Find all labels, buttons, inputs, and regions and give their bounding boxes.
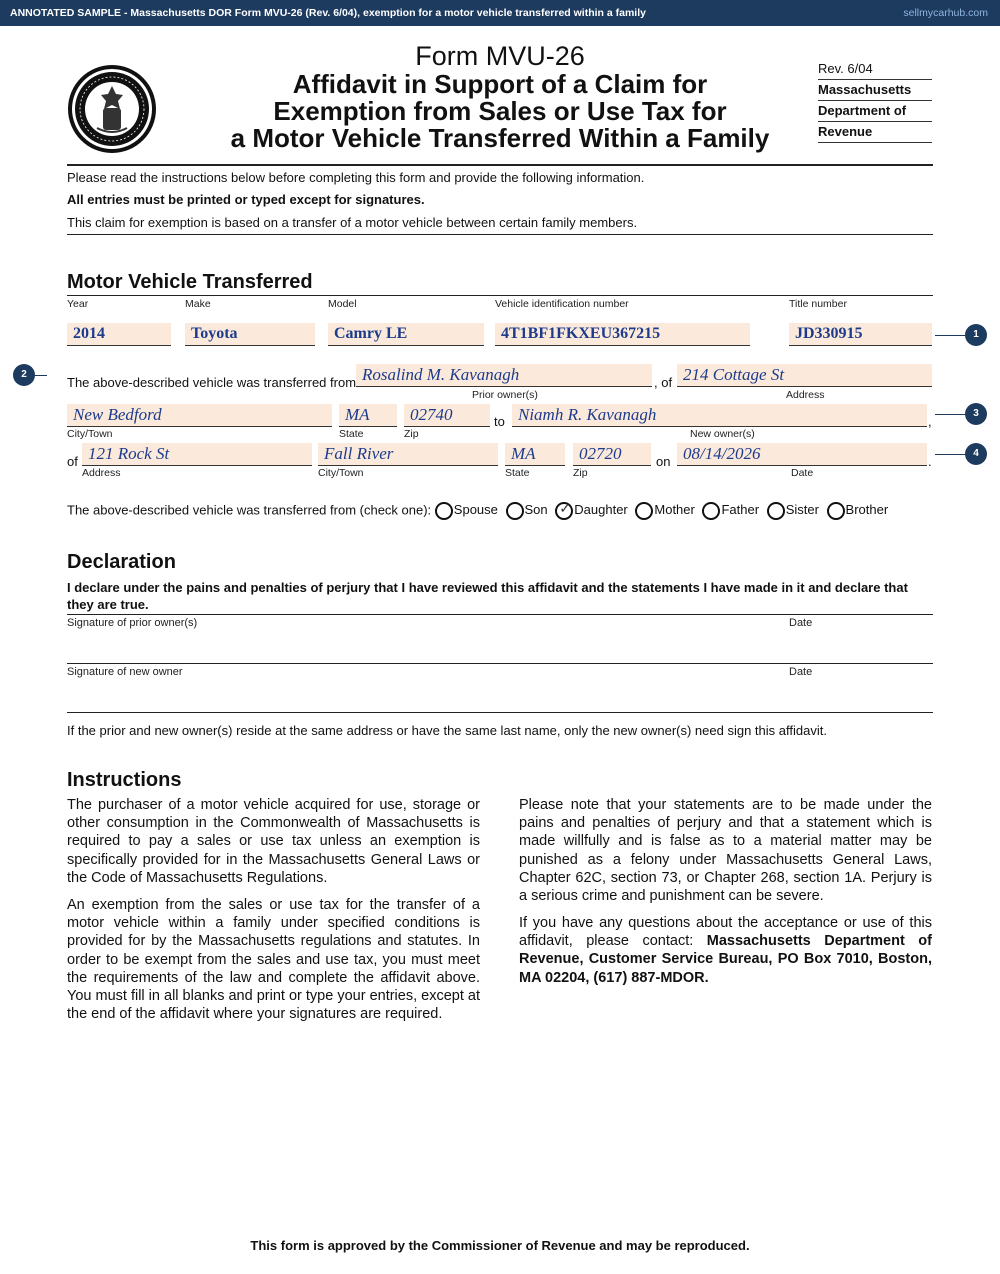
option-mother[interactable]: [635, 502, 694, 517]
banner-site-link[interactable]: sellmycarhub.com: [903, 7, 988, 19]
prior-zip-field[interactable]: 02740: [404, 404, 490, 427]
signature-note: If the prior and new owner(s) reside at the same address or have the same last name, only the new owner(s) need sign this affidavit.: [67, 723, 827, 738]
state-label: State: [505, 467, 530, 479]
city-label: City/Town: [318, 467, 364, 479]
prior-address-field[interactable]: 214 Cottage St: [677, 364, 932, 387]
annotation-marker-2: 2: [13, 364, 35, 386]
contact-intro: If you have any questions about the acceptance or use of this affidavit, please contact:: [519, 915, 932, 950]
prior-owner-field[interactable]: Rosalind M. Kavanagh: [356, 364, 652, 387]
revision-block: [818, 59, 932, 143]
model-label: Model: [328, 298, 357, 310]
radio-sister[interactable]: [767, 502, 785, 520]
dor-seal-logo: [67, 64, 157, 154]
marker-leader: [935, 335, 965, 336]
new-date-label: Date: [789, 666, 813, 678]
prior-signature-label: Signature of prior owner(s): [67, 617, 198, 629]
option-spouse[interactable]: [435, 502, 498, 517]
option-label: Sister: [785, 502, 819, 518]
new-owner-field[interactable]: Niamh R. Kavanagh: [512, 404, 927, 427]
annotation-marker-4: 4: [965, 443, 987, 465]
intro-line3: This claim for exemption is based on a transfer of a motor vehicle between certain family members.: [67, 215, 638, 230]
zip-label: Zip: [573, 467, 588, 479]
intro-line2: All entries must be printed or typed except for signatures.: [67, 192, 425, 207]
option-label: Spouse: [453, 502, 498, 518]
to-text: to: [494, 414, 505, 429]
prior-city-field[interactable]: New Bedford: [67, 404, 332, 427]
address-label: Address: [82, 467, 121, 479]
title-number-label: Title number: [789, 298, 847, 310]
new-zip-field[interactable]: 02720: [573, 443, 651, 466]
date-label: Date: [791, 467, 814, 479]
footer-note: This form is approved by the Commissioner of Revenue and may be reproduced.: [250, 1238, 750, 1253]
form-title-line2: Exemption from Sales or Use Tax for: [273, 96, 727, 126]
annotation-marker-1: 1: [965, 324, 987, 346]
make-label: Make: [185, 298, 211, 310]
divider: [67, 234, 933, 235]
zip-label: Zip: [404, 428, 419, 440]
form-number: Form MVU-26: [415, 41, 585, 71]
state-label: State: [339, 428, 364, 440]
instructions-heading: Instructions: [67, 769, 182, 791]
model-field[interactable]: Camry LE: [328, 323, 484, 346]
marker-leader: [935, 454, 965, 455]
form-title-block: [200, 42, 800, 152]
divider: [67, 295, 933, 296]
instructions-paragraph-1: The purchaser of a motor vehicle acquired for use, storage or other consumption in the Commonwealth of Massachusetts is required to pay a sales or use tax unless an exemption is specifically provided for in the Massachusetts General Laws or the Code of Massachusetts Regulations.: [67, 797, 480, 886]
on-text: on: [656, 454, 671, 469]
radio-spouse[interactable]: [435, 502, 453, 520]
option-father[interactable]: [702, 502, 759, 517]
new-owner-label: New owner(s): [690, 428, 755, 440]
contact-details: Massachusetts Department of Revenue, Customer Service Bureau, PO Box 7010, Boston, MA 02204, (617) 887-MDOR.: [519, 933, 932, 986]
comma-text: ,: [928, 414, 932, 429]
relationship-prompt: The above-described vehicle was transferred from (check one):: [67, 502, 432, 518]
divider: [67, 164, 933, 166]
radio-mother[interactable]: [635, 502, 653, 520]
agency-line1: Massachusetts: [818, 80, 932, 101]
declaration-heading: Declaration: [67, 551, 176, 573]
relationship-row: [67, 502, 892, 520]
agency-line3: Revenue: [818, 122, 932, 143]
divider: [67, 663, 933, 664]
option-brother[interactable]: [827, 502, 889, 517]
of-text-2: of: [67, 454, 78, 469]
agency-line2: Department of: [818, 101, 932, 122]
transferred-from-text: The above-described vehicle was transferred from: [67, 375, 357, 390]
option-label: Son: [524, 502, 548, 518]
option-label: Daughter: [574, 502, 628, 518]
year-label: Year: [67, 298, 89, 310]
option-label: Mother: [654, 502, 695, 518]
radio-daughter-checked[interactable]: [555, 502, 573, 520]
instructions-paragraph-3: Please note that your statements are to be made under the pains and penalties of perjury and that a statement which is made willfully and is false as to a material matter may be punished as a felony under Massachusetts General Laws, Chapter 62C, section 73, or Chapter 268, section 1A. Perjury is a serious crime and punishment can be severe.: [519, 797, 932, 905]
prior-signature-field[interactable]: [67, 630, 933, 663]
prior-state-field[interactable]: MA: [339, 404, 397, 427]
form-title-line1: Affidavit in Support of a Claim for: [292, 69, 708, 99]
instructions-paragraph-2: An exemption from the sales or use tax for the transfer of a motor vehicle within a family under specified conditions is provided for by the Massachusetts regulations and statutes. In order to be exempt from the sales and use tax, you must meet the requirements of the law and complete the affidavit above. You must fill in all blanks and print or type your entries, except at the end of the affidavit where your signatures are required.: [67, 897, 480, 1023]
prior-owner-label: Prior owner(s): [472, 389, 538, 401]
divider: [67, 614, 933, 615]
title-number-field[interactable]: JD330915: [789, 323, 932, 346]
prior-date-label: Date: [789, 617, 813, 629]
banner-title: ANNOTATED SAMPLE - Massachusetts DOR Form MVU-26 (Rev. 6/04), exemption for a motor vehicle transferred within a family: [10, 7, 646, 19]
divider: [67, 712, 933, 713]
radio-father[interactable]: [702, 502, 720, 520]
new-signature-field[interactable]: [67, 679, 933, 712]
option-label: Brother: [845, 502, 889, 518]
intro-line1: Please read the instructions below before completing this form and provide the following information.: [67, 170, 645, 185]
radio-son[interactable]: [506, 502, 524, 520]
option-son[interactable]: [506, 502, 548, 517]
new-city-field[interactable]: Fall River: [318, 443, 498, 466]
option-sister[interactable]: [767, 502, 819, 517]
declaration-text: I declare under the pains and penalties of perjury that I have reviewed this affidavit and the statements I have made in it and declare that they are true.: [67, 580, 908, 612]
radio-brother[interactable]: [827, 502, 845, 520]
new-address-field[interactable]: 121 Rock St: [82, 443, 312, 466]
period-text: .: [928, 454, 932, 469]
transfer-date-field[interactable]: 08/14/2026: [677, 443, 927, 466]
vin-field[interactable]: 4T1BF1FKXEU367215: [495, 323, 750, 346]
annotation-marker-3: 3: [965, 403, 987, 425]
new-signature-label: Signature of new owner: [67, 666, 183, 678]
of-text: , of: [654, 375, 673, 390]
city-label: City/Town: [67, 428, 113, 440]
address-label: Address: [786, 389, 825, 401]
new-state-field[interactable]: MA: [505, 443, 565, 466]
option-label: Father: [721, 502, 760, 518]
vehicle-section-heading: Motor Vehicle Transferred: [67, 271, 313, 293]
marker-leader: [935, 414, 965, 415]
instructions-paragraph-4: [519, 914, 932, 987]
vin-label: Vehicle identification number: [495, 298, 629, 310]
revision-date: Rev. 6/04: [818, 59, 932, 80]
year-field[interactable]: 2014: [67, 323, 171, 346]
annotation-banner: [0, 0, 1000, 26]
make-field[interactable]: Toyota: [185, 323, 315, 346]
form-title-line3: a Motor Vehicle Transferred Within a Family: [230, 123, 770, 153]
option-daughter[interactable]: [555, 502, 627, 517]
marker-leader: [35, 375, 47, 376]
